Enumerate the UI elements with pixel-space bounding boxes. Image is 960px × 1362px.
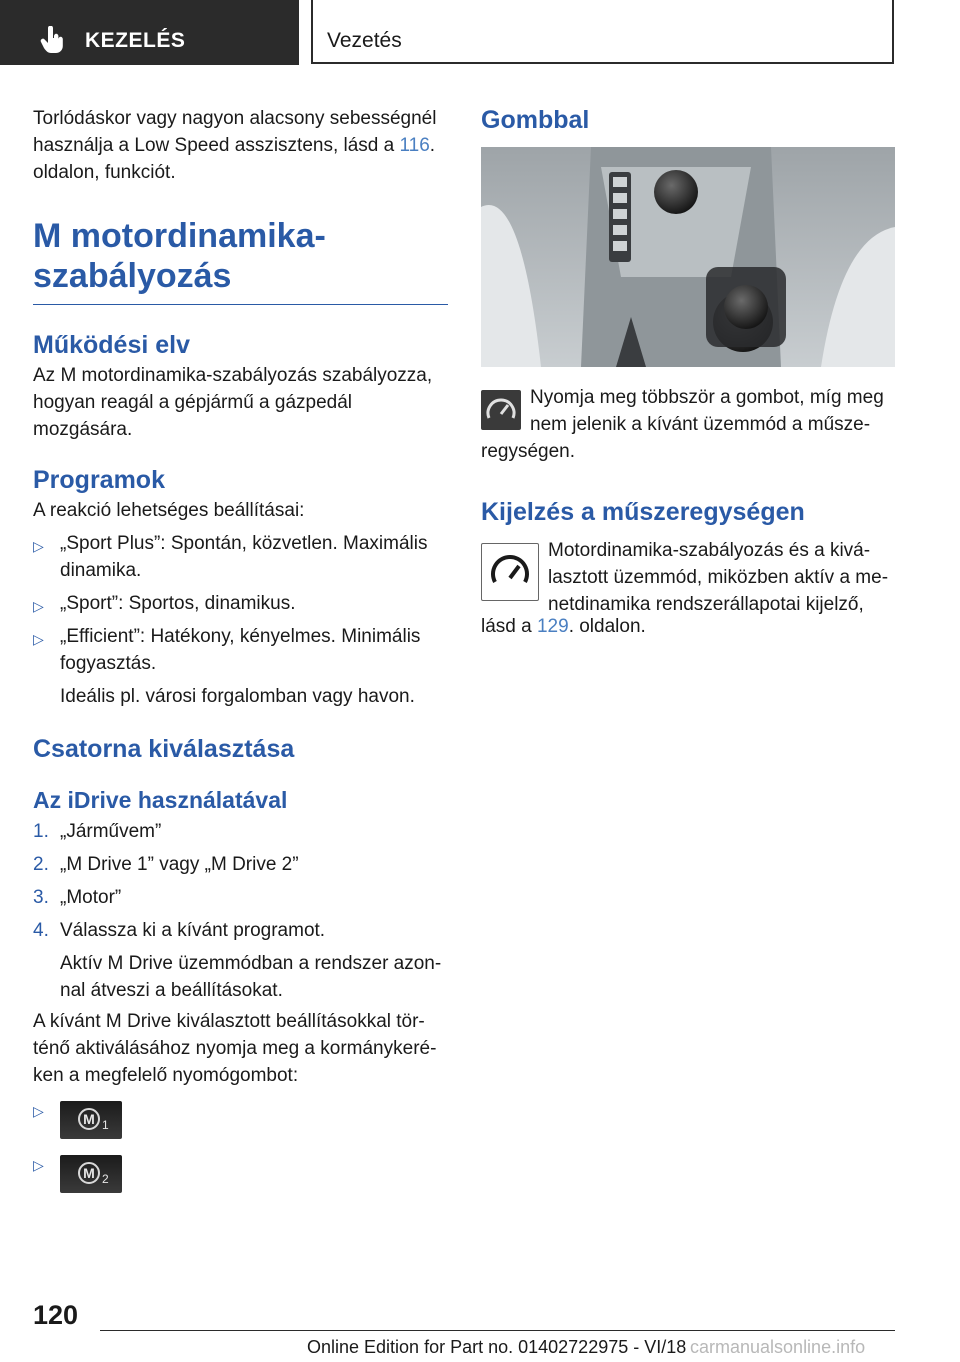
list-item bbox=[33, 884, 448, 911]
section-title: KEZELÉS bbox=[85, 29, 186, 52]
intro-line: Torlódáskor vagy nagyon alacsony sebességnél bbox=[33, 108, 437, 129]
heading-line: M motordinamika- bbox=[33, 217, 326, 255]
text-line: lasztott üzemmód, miközben aktív a me- bbox=[548, 567, 889, 588]
text-line: „Sport Plus”: Spontán, közvetlen. Maximális bbox=[60, 533, 428, 554]
list-item bbox=[33, 590, 448, 617]
step-text: „Motor” bbox=[60, 887, 122, 908]
text-line: . oldalon. bbox=[568, 616, 646, 637]
step-text: „Járművem” bbox=[60, 821, 162, 842]
right-column bbox=[481, 105, 895, 637]
text-line: nem jelenik a kívánt üzemmód a műsze- bbox=[530, 414, 871, 435]
step-number: 4. bbox=[33, 920, 49, 941]
principle-paragraph bbox=[33, 362, 448, 443]
display-paragraph bbox=[548, 537, 898, 618]
text-line: nal átveszi a beállításokat. bbox=[60, 980, 283, 1001]
programs-intro: A reakció lehetséges beállításai: bbox=[33, 500, 305, 521]
m-letter: M bbox=[78, 1108, 100, 1130]
list-item bbox=[33, 623, 448, 710]
step-text: „M Drive 1” vagy „M Drive 2” bbox=[60, 854, 299, 875]
text-line: ténő aktiválásához nyomja meg a kormánykeré- bbox=[33, 1038, 437, 1059]
m-subscript: 1 bbox=[102, 1118, 109, 1132]
bullet-triangle-icon: ▷ bbox=[33, 631, 44, 647]
steps-list bbox=[33, 818, 448, 1004]
text-line: fogyasztás. bbox=[60, 653, 157, 674]
programs-heading: Programok bbox=[33, 466, 165, 494]
step-number: 2. bbox=[33, 854, 49, 875]
edition-text: Online Edition for Part no. 01402722975 - VI/18 bbox=[307, 1337, 687, 1357]
page-link-129[interactable]: 129 bbox=[536, 616, 569, 637]
section-heading bbox=[33, 216, 448, 305]
step-note bbox=[60, 950, 448, 1004]
watermark-text: carmanualsonline.info bbox=[690, 1337, 866, 1357]
final-paragraph bbox=[33, 1008, 448, 1089]
chapter-title: Vezetés bbox=[327, 29, 402, 52]
step-number: 1. bbox=[33, 821, 49, 842]
section-tab bbox=[0, 0, 299, 65]
list-item bbox=[33, 1155, 448, 1195]
bullet-triangle-icon: ▷ bbox=[33, 1157, 44, 1173]
text-line: „Sport”: Sportos, dinamikus. bbox=[60, 593, 296, 614]
bullet-triangle-icon: ▷ bbox=[33, 1103, 44, 1119]
speedometer-icon bbox=[481, 543, 539, 601]
text-line: Motordinamika-szabályozás és a kivá- bbox=[548, 540, 871, 561]
page-link-116[interactable]: 116 bbox=[399, 135, 430, 156]
text-line: A kívánt M Drive kiválasztott beállításokkal tör- bbox=[33, 1011, 425, 1032]
text-line: Nyomja meg többször a gombot, míg meg bbox=[530, 387, 884, 408]
list-item bbox=[33, 917, 448, 1004]
button-paragraph-tail: regységen. bbox=[481, 441, 576, 462]
step-number: 3. bbox=[33, 887, 49, 908]
principle-heading: Működési elv bbox=[33, 331, 190, 359]
m-drive-2-button-icon bbox=[60, 1155, 122, 1193]
text-line: dinamika. bbox=[60, 560, 142, 581]
list-item bbox=[33, 818, 448, 845]
programs-list bbox=[33, 530, 448, 710]
footer-divider bbox=[100, 1330, 895, 1331]
button-heading: Gombbal bbox=[481, 106, 590, 134]
list-item bbox=[33, 530, 448, 584]
m-letter: M bbox=[78, 1162, 100, 1184]
list-item bbox=[33, 851, 448, 878]
button-paragraph bbox=[530, 384, 900, 438]
display-heading: Kijelzés a műszeregységen bbox=[481, 498, 805, 526]
bullet-triangle-icon: ▷ bbox=[33, 598, 44, 614]
channel-heading: Csatorna kiválasztása bbox=[33, 735, 295, 763]
page-number: 120 bbox=[33, 1300, 79, 1330]
sport-mode-button-icon bbox=[481, 390, 521, 430]
list-item bbox=[33, 1101, 448, 1141]
text-line: Aktív M Drive üzemmódban a rendszer azon- bbox=[60, 953, 442, 974]
chapter-tab bbox=[311, 0, 894, 64]
text-line: ken a megfelelő nyomógombot: bbox=[33, 1065, 299, 1086]
step-text: Válassza ki a kívánt programot. bbox=[60, 920, 326, 941]
text-line: Ideális pl. városi forgalomban vagy havon. bbox=[60, 686, 415, 707]
intro-line: oldalon, funkciót. bbox=[33, 162, 176, 183]
hand-pointer-icon bbox=[40, 26, 66, 54]
m-drive-1-button-icon bbox=[60, 1101, 122, 1139]
display-paragraph-tail bbox=[481, 613, 646, 640]
idrive-heading: Az iDrive használatával bbox=[33, 787, 288, 813]
intro-paragraph bbox=[33, 105, 448, 186]
m-subscript: 2 bbox=[102, 1172, 109, 1186]
bullet-triangle-icon: ▷ bbox=[33, 538, 44, 554]
intro-line: használja a Low Speed asszisztens, lásd a bbox=[33, 135, 400, 156]
text-line: lásd a bbox=[481, 616, 537, 637]
left-column bbox=[33, 105, 448, 1195]
intro-punct: . bbox=[429, 135, 436, 156]
buttons-list bbox=[33, 1101, 448, 1195]
heading-line: szabályozás bbox=[33, 257, 232, 295]
text-line: Az M motordinamika-szabályozás szabályozza, bbox=[33, 365, 433, 386]
section-title-block bbox=[33, 216, 448, 305]
center-console-photo bbox=[481, 147, 895, 367]
text-line: netdinamika rendszerállapotai kijelző, bbox=[548, 594, 864, 615]
text-line: „Efficient”: Hatékony, kényelmes. Minimális bbox=[60, 626, 421, 647]
text-line: hogyan reagál a gépjármű a gázpedál mozgására. bbox=[33, 392, 353, 440]
